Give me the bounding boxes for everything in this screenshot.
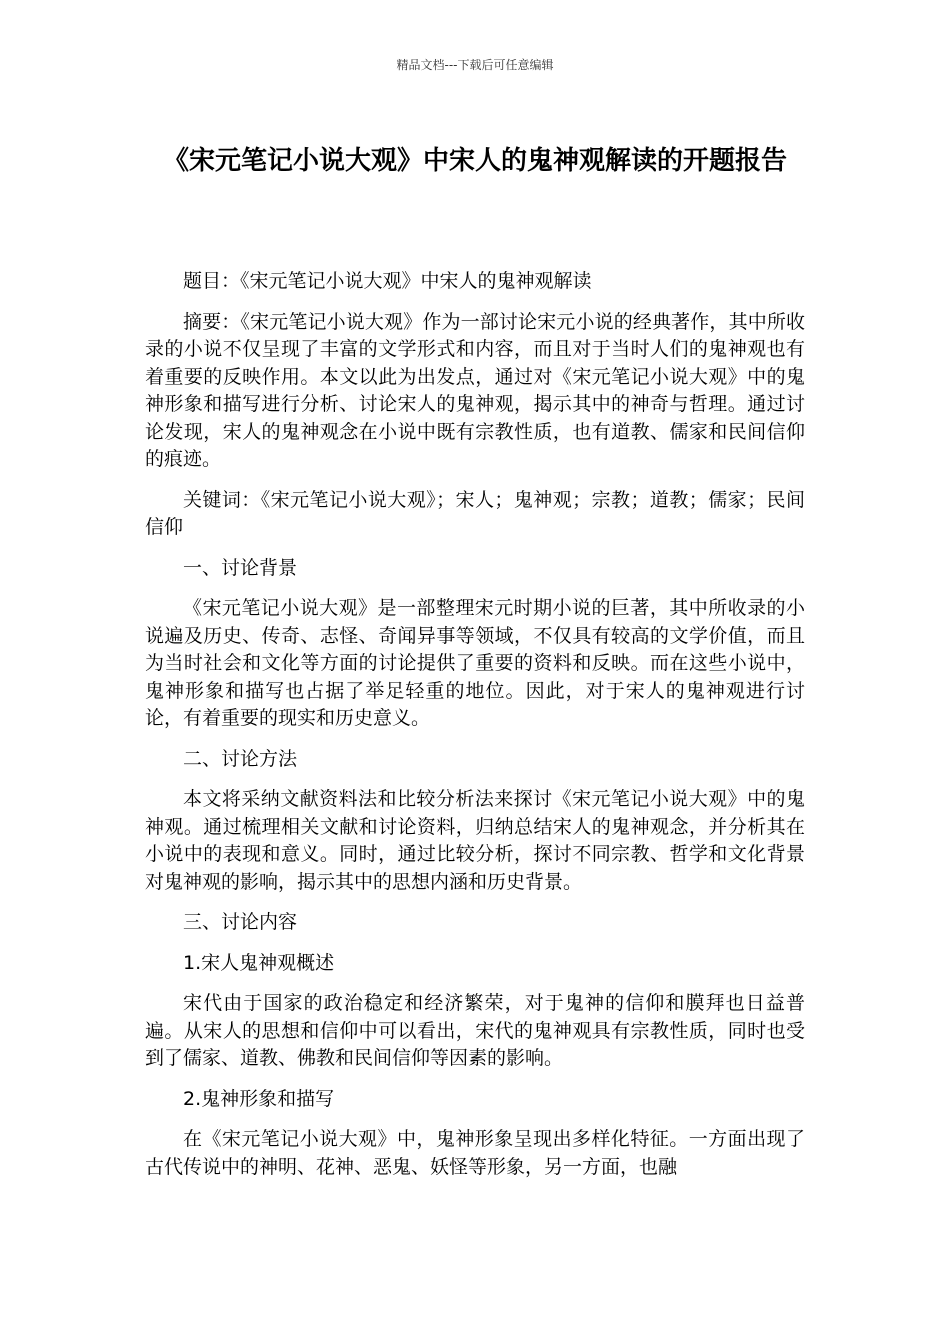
section2-paragraph: 本文将采纳文献资料法和比较分析法来探讨《宋元笔记小说大观》中的鬼神观。通过梳理相关文献和讨论资料，归纳总结宋人的鬼神观念，并分析其在小说中的表现和意义。同时，通过比较分析，探讨不同宗教、哲学和文化背景对鬼神观的影响，揭示其中的思想内涵和历史背景。	[145, 788, 805, 893]
document-title: 《宋元笔记小说大观》中宋人的鬼神观解读的开题报告	[162, 146, 787, 176]
section2-heading: 二、讨论方法	[183, 747, 298, 770]
subsection2-heading: 2.鬼神形象和描写	[183, 1087, 335, 1110]
abstract-paragraph: 摘要：《宋元笔记小说大观》作为一部讨论宋元小说的经典著作，其中所收录的小说不仅呈现了丰富的文学形式和内容，而且对于当时人们的鬼神观也有着重要的反映作用。本文以此为出发点，通过对《宋元笔记小说大观》中的鬼神形象和描写进行分析、讨论宋人的鬼神观，揭示其中的神奇与哲理。通过讨论发现，宋人的鬼神观念在小说中既有宗教性质，也有道教、儒家和民间信仰的痕迹。	[145, 310, 805, 470]
topic-line: 题目：《宋元笔记小说大观》中宋人的鬼神观解读	[183, 270, 592, 292]
subsection1-heading: 1.宋人鬼神观概述	[183, 951, 335, 974]
header-note: 精品文档---下载后可任意编辑	[396, 58, 554, 72]
document-body	[145, 268, 805, 1194]
keywords-paragraph: 关键词：《宋元笔记小说大观》；宋人；鬼神观；宗教；道教；儒家；民间信仰	[145, 488, 805, 538]
section3-heading: 三、讨论内容	[183, 911, 298, 933]
section1-paragraph: 《宋元笔记小说大观》是一部整理宋元时期小说的巨著，其中所收录的小说遍及历史、传奇、志怪、奇闻异事等领域，不仅具有较高的文学价值，而且为当时社会和文化等方面的讨论提供了重要的资料和反映。而在这些小说中，鬼神形象和描写也占据了举足轻重的地位。因此，对于宋人的鬼神观进行讨论，有着重要的现实和历史意义。	[145, 597, 805, 729]
subsection1-paragraph: 宋代由于国家的政治稳定和经济繁荣，对于鬼神的信仰和膜拜也日益普遍。从宋人的思想和信仰中可以看出，宋代的鬼神观具有宗教性质，同时也受到了儒家、道教、佛教和民间信仰等因素的影响。	[145, 992, 805, 1069]
subsection2-paragraph: 在《宋元笔记小说大观》中，鬼神形象呈现出多样化特征。一方面出现了古代传说中的神明、花神、恶鬼、妖怪等形象，另一方面，也融	[145, 1128, 805, 1178]
section1-heading: 一、讨论背景	[183, 556, 298, 579]
